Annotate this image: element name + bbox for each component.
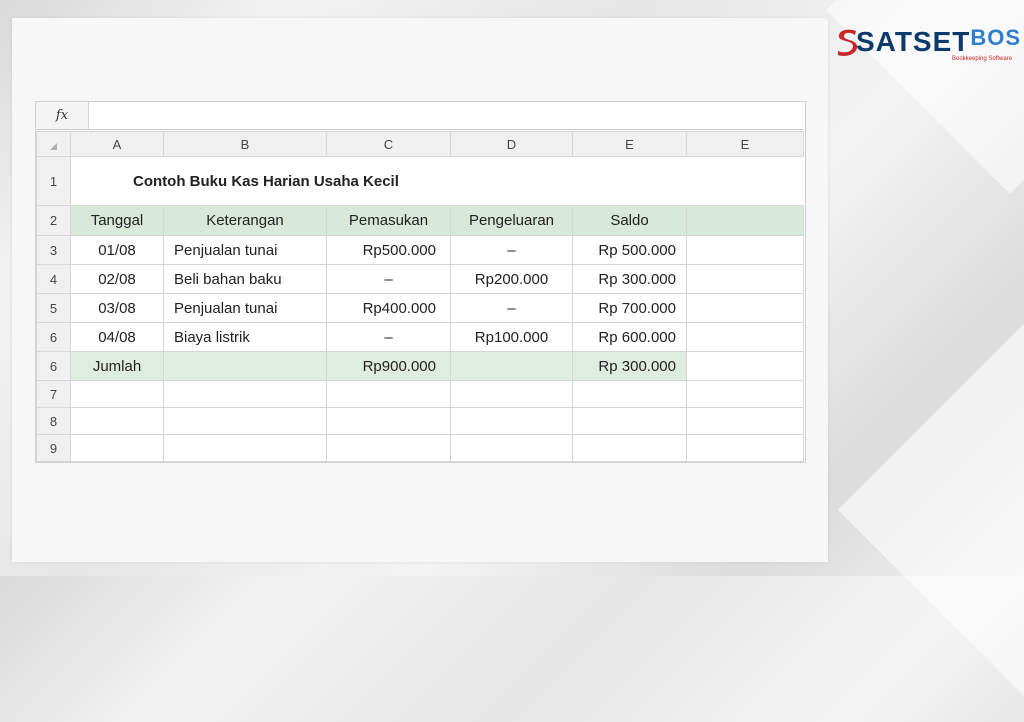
cell-pemasukan[interactable]: Rp500.000 — [327, 236, 451, 265]
row-header[interactable]: 4 — [37, 265, 71, 294]
cell-empty[interactable] — [164, 408, 327, 435]
cell-empty[interactable] — [327, 381, 451, 408]
header-saldo[interactable]: Saldo — [573, 206, 687, 236]
cell-empty[interactable] — [687, 435, 804, 462]
cell-empty[interactable] — [451, 352, 573, 381]
cell-empty[interactable] — [451, 381, 573, 408]
cell-empty[interactable] — [71, 408, 164, 435]
cell-tanggal[interactable]: 04/08 — [71, 323, 164, 352]
cell-keterangan[interactable]: Penjualan tunai — [164, 236, 327, 265]
header-pengeluaran[interactable]: Pengeluaran — [451, 206, 573, 236]
cell-saldo[interactable]: Rp 600.000 — [573, 323, 687, 352]
cell-pengeluaran[interactable]: Rp200.000 — [451, 265, 573, 294]
cell-empty[interactable] — [327, 408, 451, 435]
logo-accent: BOS — [970, 25, 1022, 50]
cell-empty[interactable] — [687, 381, 804, 408]
column-header-c[interactable]: C — [327, 132, 451, 157]
row-header[interactable]: 8 — [37, 408, 71, 435]
cell-empty[interactable] — [71, 435, 164, 462]
cell-empty[interactable] — [687, 236, 804, 265]
column-header-e[interactable]: E — [573, 132, 687, 157]
cell-saldo[interactable]: Rp 700.000 — [573, 294, 687, 323]
table-row — [37, 265, 804, 294]
cell-empty[interactable] — [687, 408, 804, 435]
cell-keterangan[interactable]: Biaya listrik — [164, 323, 327, 352]
header-pemasukan[interactable]: Pemasukan — [327, 206, 451, 236]
row-header-2[interactable]: 2 — [37, 206, 71, 236]
column-header-b[interactable]: B — [164, 132, 327, 157]
table-row — [37, 236, 804, 265]
empty-row — [37, 408, 804, 435]
cell-empty[interactable] — [451, 435, 573, 462]
cell-tanggal[interactable]: 03/08 — [71, 294, 164, 323]
cell-tanggal[interactable]: 02/08 — [71, 265, 164, 294]
cell-pemasukan[interactable]: – — [327, 265, 451, 294]
cell-pengeluaran[interactable]: – — [451, 294, 573, 323]
header-keterangan[interactable]: Keterangan — [164, 206, 327, 236]
header-tanggal[interactable]: Tanggal — [71, 206, 164, 236]
empty-row — [37, 381, 804, 408]
spreadsheet — [35, 101, 806, 463]
cell-empty[interactable] — [164, 352, 327, 381]
logo-text: SATSET — [856, 26, 971, 57]
background-shape — [838, 298, 1024, 722]
cell-pemasukan[interactable]: – — [327, 323, 451, 352]
empty-row — [37, 435, 804, 462]
cell-pemasukan[interactable]: Rp400.000 — [327, 294, 451, 323]
row-header[interactable]: 5 — [37, 294, 71, 323]
row-header[interactable]: 6 — [37, 323, 71, 352]
row-header[interactable]: 7 — [37, 381, 71, 408]
cell-empty[interactable] — [687, 265, 804, 294]
select-all-corner[interactable] — [37, 132, 71, 157]
header-empty[interactable] — [687, 206, 804, 236]
satsetbos-logo — [836, 25, 1022, 66]
cell-keterangan[interactable]: Beli bahan baku — [164, 265, 327, 294]
cell-empty[interactable] — [451, 408, 573, 435]
cell-empty[interactable] — [687, 352, 804, 381]
cell-empty[interactable] — [573, 408, 687, 435]
total-row — [37, 352, 804, 381]
cell-empty[interactable] — [573, 435, 687, 462]
logo-tagline: Bookkeeping Software — [952, 56, 1013, 62]
cell-tanggal[interactable]: 01/08 — [71, 236, 164, 265]
column-header-a[interactable]: A — [71, 132, 164, 157]
cell-empty[interactable] — [687, 294, 804, 323]
cell-empty[interactable] — [573, 381, 687, 408]
spreadsheet-grid — [36, 131, 804, 462]
row-header[interactable]: 3 — [37, 236, 71, 265]
sheet-title[interactable]: Contoh Buku Kas Harian Usaha Kecil — [71, 157, 804, 206]
cell-pengeluaran[interactable]: – — [451, 236, 573, 265]
cell-empty[interactable] — [687, 323, 804, 352]
row-header[interactable]: 6 — [37, 352, 71, 381]
column-header-d[interactable]: D — [451, 132, 573, 157]
cell-empty[interactable] — [164, 435, 327, 462]
total-pemasukan[interactable]: Rp900.000 — [327, 352, 451, 381]
column-header-e2[interactable]: E — [687, 132, 804, 157]
row-header-1[interactable]: 1 — [37, 157, 71, 206]
cell-empty[interactable] — [327, 435, 451, 462]
total-saldo[interactable]: Rp 300.000 — [573, 352, 687, 381]
total-label[interactable]: Jumlah — [71, 352, 164, 381]
row-header[interactable]: 9 — [37, 435, 71, 462]
cell-empty[interactable] — [71, 381, 164, 408]
table-row — [37, 294, 804, 323]
cell-saldo[interactable]: Rp 500.000 — [573, 236, 687, 265]
formula-input[interactable] — [89, 102, 803, 129]
cell-pengeluaran[interactable]: Rp100.000 — [451, 323, 573, 352]
logo-s-icon — [836, 28, 858, 56]
cell-saldo[interactable]: Rp 300.000 — [573, 265, 687, 294]
fx-icon: fx — [36, 102, 89, 129]
cell-keterangan[interactable]: Penjualan tunai — [164, 294, 327, 323]
table-row — [37, 323, 804, 352]
cell-empty[interactable] — [164, 381, 327, 408]
formula-bar — [36, 102, 803, 130]
